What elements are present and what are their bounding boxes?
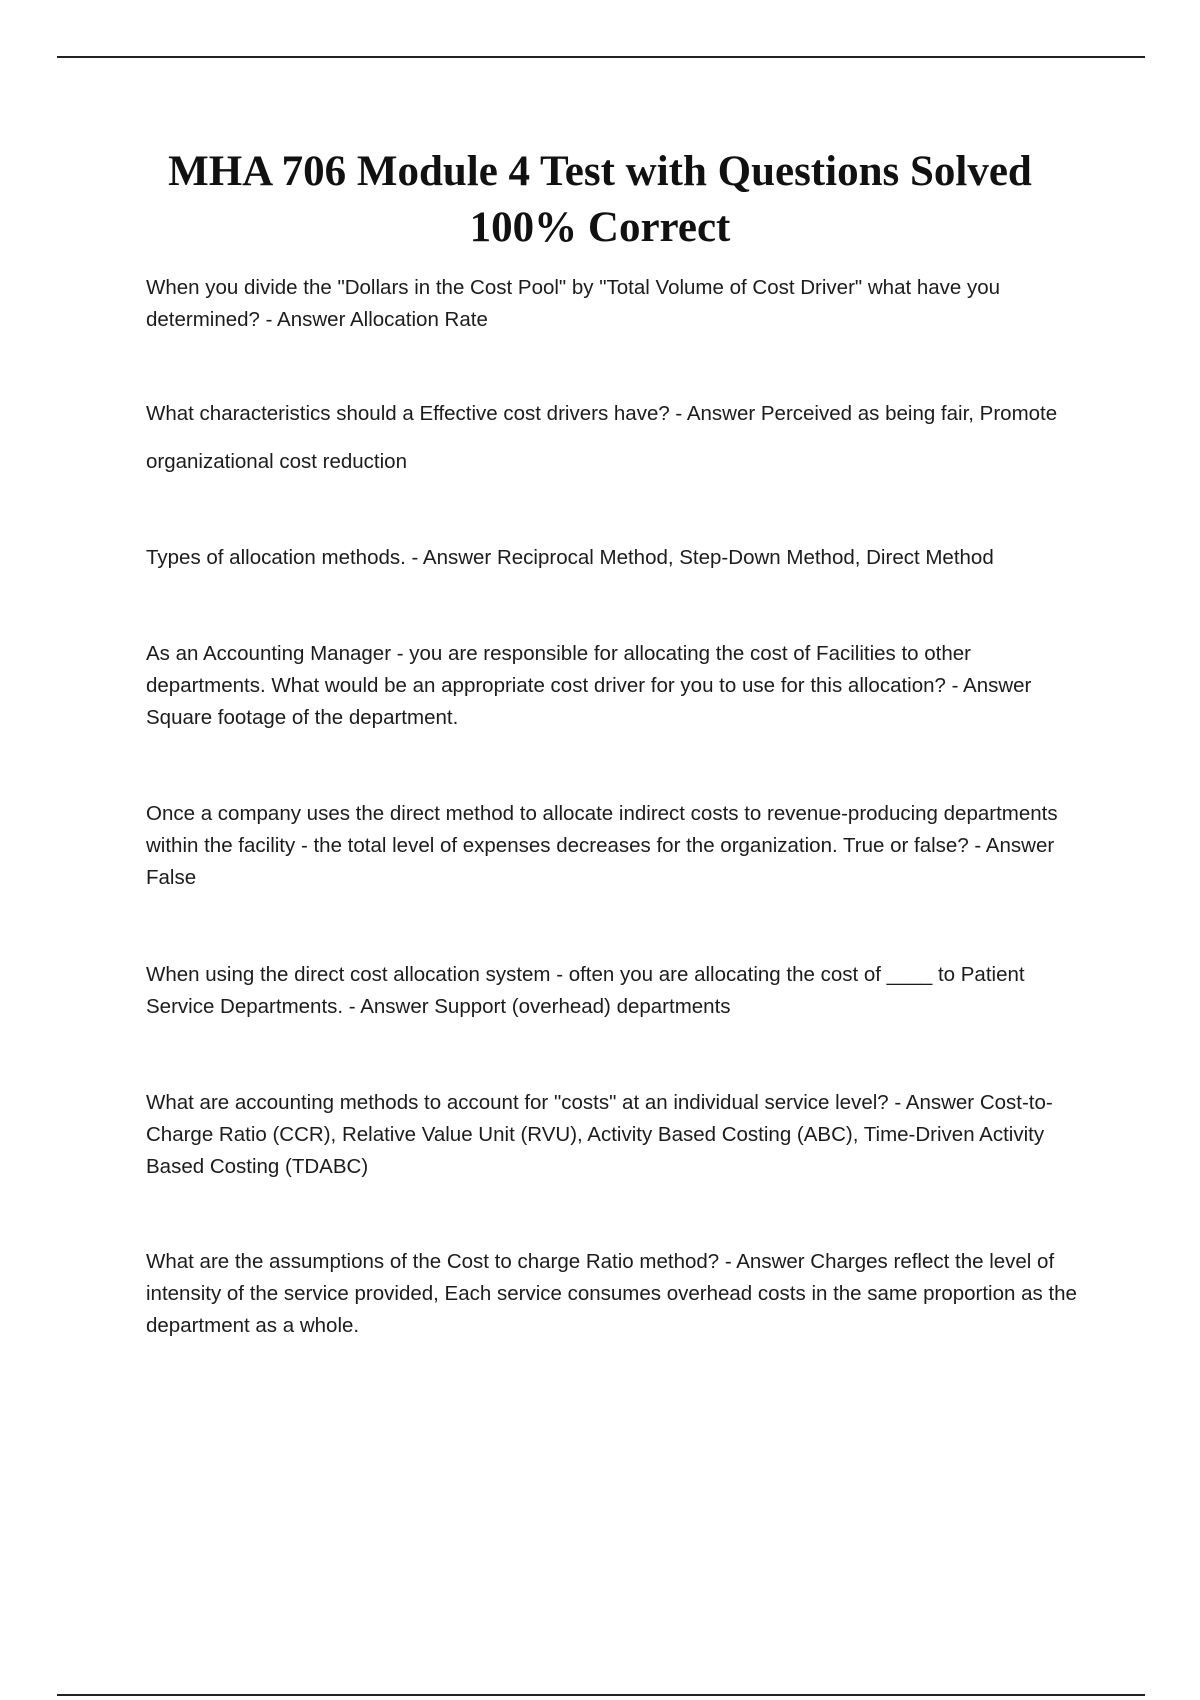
qa-item-allocation-methods: Types of allocation methods. - Answer Reciprocal Method, Step-Down Method, Direct Method xyxy=(146,546,994,569)
document-title xyxy=(0,144,1200,256)
qa-item-service-level-costing: What are accounting methods to account for "costs" at an individual service level? - Answer Cost-to-Charge Ratio (CCR), Relative Value Unit (RVU), Activity Based Costing (ABC), Time-Driven Activity Based Costing (TDABC) xyxy=(146,1091,1053,1178)
qa-item-facilities-cost-driver: As an Accounting Manager - you are responsible for allocating the cost of Facilities to other departments. What would be an appropriate cost driver for you to use for this allocation? - Answer Square footage of the department. xyxy=(146,642,1032,729)
title-line-2: 100% Correct xyxy=(469,204,731,251)
qa-item-allocation-rate: When you divide the "Dollars in the Cost Pool" by "Total Volume of Cost Driver" what have you determined? - Answer Allocation Rate xyxy=(146,276,1001,331)
bottom-divider xyxy=(57,1694,1145,1696)
qa-item-ccr-assumptions: What are the assumptions of the Cost to charge Ratio method? - Answer Charges reflect the level of intensity of the service provided, Each service consumes overhead costs in the same proportion as the department as a whole. xyxy=(146,1250,1077,1337)
top-divider xyxy=(57,56,1145,58)
qa-item-direct-cost-allocation: When using the direct cost allocation system - often you are allocating the cost of ____ to Patient Service Departments. - Answer Support (overhead) departments xyxy=(146,963,1025,1018)
qa-item-cost-driver-characteristics: What characteristics should a Effective cost drivers have? - Answer Perceived as being fair, Promote organizational cost reduction xyxy=(146,402,1058,473)
qa-item-direct-method-true-false: Once a company uses the direct method to allocate indirect costs to revenue-producing departments within the facility - the total level of expenses decreases for the organization. True or false? - Answer False xyxy=(146,802,1058,889)
title-line-1: MHA 706 Module 4 Test with Questions Solved xyxy=(168,148,1032,195)
